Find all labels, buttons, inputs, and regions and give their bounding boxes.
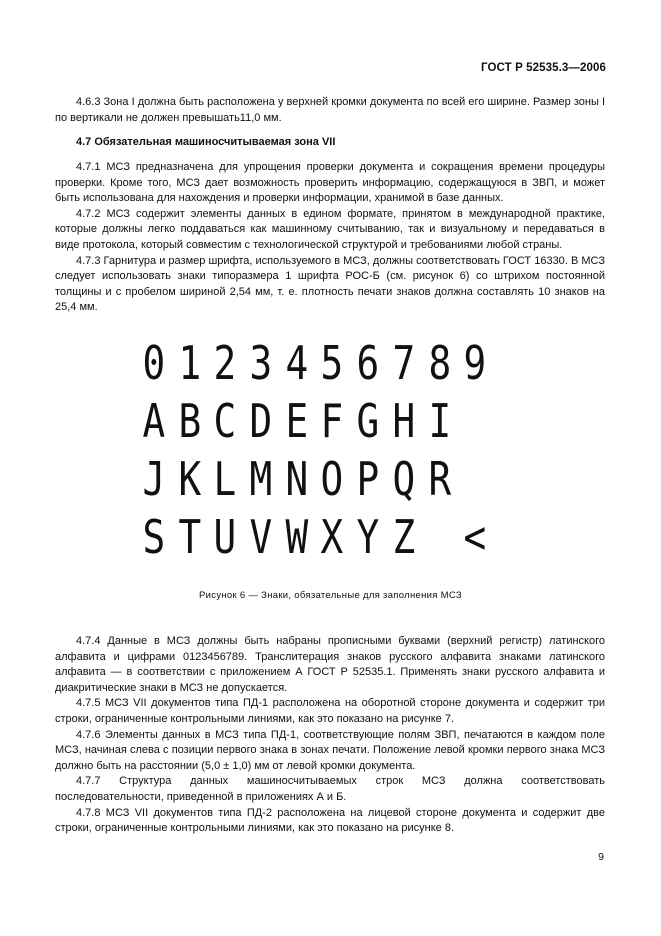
- glyph: Q: [392, 452, 416, 506]
- figure-row-j-r: [136, 452, 516, 514]
- paragraph-4-7-3: 4.7.3 Гарнитура и размер шрифта, используемого в МСЗ, должны соответствовать ГОСТ 16330. В МСЗ следует использовать знаки типоразмера 1 шрифта РОС-Б (см. рисунок 6) со штрихом постоянной толщины и с пробелом шириной 2,54 мм, т. е. плотность печати знаков должна составлять 10 знаков на 25,4 мм.: [55, 254, 605, 314]
- paragraph-4-7-6: 4.7.6 Элементы данных в МСЗ типа ПД-1, соответствующие полям ЗВП, печатаются в каждом поле МСЗ, начиная слева с позиции первого знака в зонах печати. Положение левой кромки первого знака МСЗ должно быть на расстоянии (5,0 ± 1,0) мм от левой кромки документа.: [55, 728, 605, 772]
- glyph: S: [142, 510, 166, 564]
- figure-row-s-z-filler: [136, 510, 516, 572]
- glyph: 3: [249, 336, 273, 390]
- paragraph-4-6-3: 4.6.3 Зона I должна быть расположена у верхней кромки документа по всей его ширине. Размер зоны I по вертикали не должен превышать11,0 мм.: [55, 96, 605, 124]
- glyph: 1: [178, 336, 201, 390]
- glyph: 6: [356, 336, 380, 390]
- figure-6-ocr-characters: [136, 336, 516, 572]
- document-header-standard: ГОСТ Р 52535.3—2006: [481, 62, 606, 74]
- glyph: V: [249, 510, 273, 564]
- page-number: 9: [598, 851, 604, 863]
- glyph: 9: [463, 336, 487, 390]
- glyph: P: [356, 452, 380, 506]
- glyph: 5: [320, 336, 344, 390]
- glyph: M: [249, 452, 273, 506]
- glyph: 7: [392, 336, 416, 390]
- section-4-6-3: [55, 95, 605, 126]
- glyph: C: [213, 394, 237, 448]
- figure-row-digits: [136, 336, 516, 398]
- paragraph-4-7-4: 4.7.4 Данные в МСЗ должны быть набраны прописными буквами (верхний регистр) латинского алфавита и цифрами 0123456789. Транслитерация знаков русского алфавита знаками латинского алфавита — в соответствии с приложением А ГОСТ Р 52535.1. Применять знаки русского алфавита и диакритические знаки в МСЗ не допускается.: [55, 635, 605, 694]
- paragraph-4-7-8: 4.7.8 МСЗ VII документов типа ПД-2 расположена на лицевой стороне документа и содержит две строки, ограниченные контрольными линиями, как это показано на рисунке 8.: [55, 806, 605, 835]
- glyph: J: [142, 452, 166, 506]
- glyph: G: [356, 394, 380, 448]
- glyph: Y: [356, 510, 380, 564]
- glyph: A: [142, 394, 166, 448]
- paragraph-4-7-1: 4.7.1 МСЗ предназначена для упрощения проверки документа и сокращения времени процедуры проверки. Кроме того, МСЗ дает возможность проверить информацию, содержащуюся в ЗВП, и может быть использована для нахождения и проверки информации, хранимой в базе данных.: [55, 161, 605, 205]
- glyph: N: [285, 452, 308, 506]
- glyph: H: [392, 394, 416, 448]
- paragraph-4-7-2: 4.7.2 МСЗ содержит элементы данных в едином формате, принятом в международной практике, которые должны легко поддаваться как машинному считыванию, так и визуальному и передаваться в виде протокола, который совместим с технологической структурой и требованиями любой страны.: [55, 207, 605, 251]
- glyph: O: [320, 452, 344, 506]
- glyph: B: [178, 394, 201, 448]
- paragraph-4-7-7: 4.7.7 Структура данных машиносчитываемых строк МСЗ должна соответствовать последовательности, приведенной в приложениях А и Б.: [55, 775, 605, 803]
- glyph: T: [178, 510, 201, 564]
- glyph: K: [178, 452, 201, 506]
- glyph: 2: [213, 336, 237, 390]
- section-4-7-body: [55, 160, 605, 316]
- section-heading-4-7: 4.7 Обязательная машиносчитываемая зона VII: [76, 136, 336, 148]
- glyph: 8: [427, 336, 451, 390]
- glyph: D: [249, 394, 273, 448]
- glyph: E: [285, 394, 308, 448]
- glyph: R: [427, 452, 451, 506]
- glyph: X: [320, 510, 344, 564]
- glyph: W: [285, 510, 308, 564]
- glyph-filler: <: [463, 510, 487, 564]
- paragraph-4-7-5: 4.7.5 МСЗ VII документов типа ПД-1 расположена на оборотной стороне документа и содержит три строки, ограниченные контрольными линиями, как это показано на рисунке 7.: [55, 697, 605, 725]
- section-4-7-continued: [55, 634, 605, 837]
- glyph: 4: [285, 336, 308, 390]
- glyph: U: [213, 510, 237, 564]
- glyph: Z: [392, 510, 416, 564]
- figure-6-caption: Рисунок 6 — Знаки, обязательные для заполнения МСЗ: [199, 590, 462, 601]
- glyph: L: [213, 452, 237, 506]
- glyph: 0: [142, 336, 166, 390]
- glyph: F: [320, 394, 344, 448]
- figure-row-a-i: [136, 394, 516, 456]
- glyph: I: [427, 394, 451, 448]
